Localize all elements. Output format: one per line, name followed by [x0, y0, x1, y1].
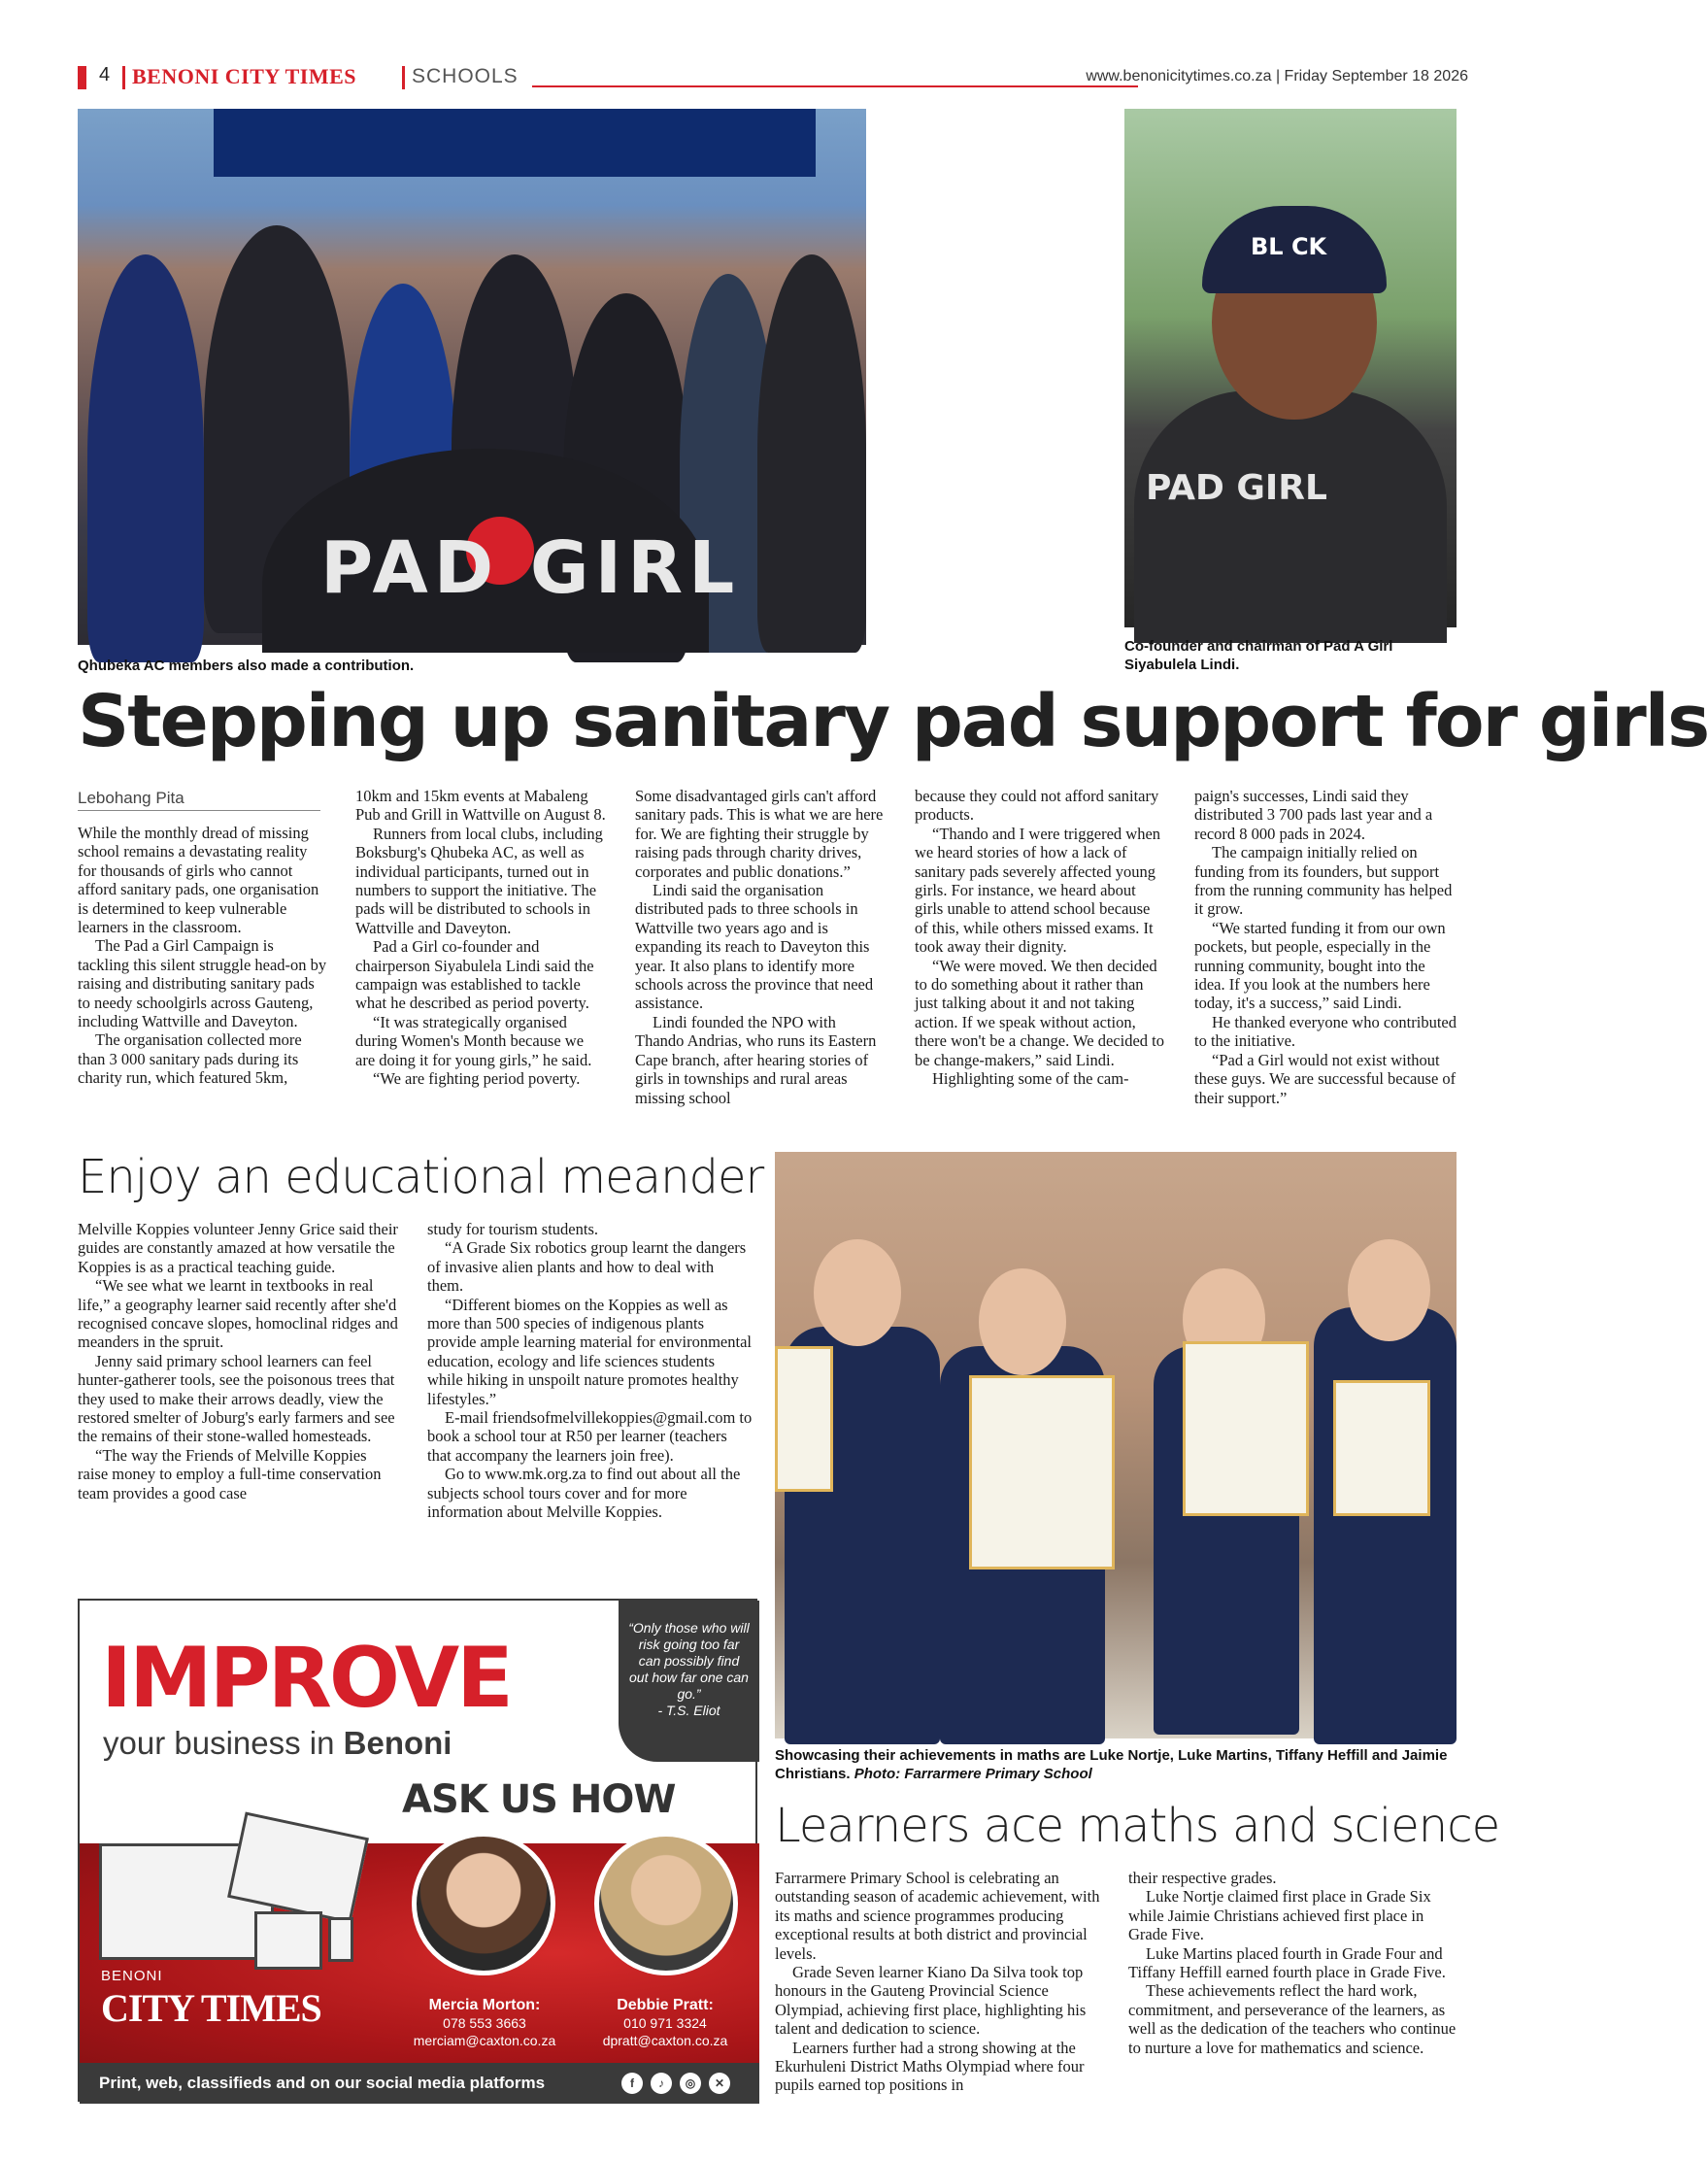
paragraph: Luke Nortje claimed first place in Grade Six while Jaimie Christians achieved first place in Grade Five. [1128, 1887, 1431, 1944]
paragraph: 10km and 15km events at Mabaleng Pub and Grill in Wattville on August 8. [355, 787, 606, 825]
header-divider [402, 66, 405, 89]
paragraph: Runners from local clubs, including Boksburg's Qhubeka AC, as well as individual participants, turned out in numbers to support the initiative. The pads will be distributed to schools in Wattville and Daveyton. [355, 824, 603, 937]
logo-benoni: BENONI [101, 1968, 163, 1984]
paragraph: Highlighting some of the cam- [932, 1069, 1129, 1089]
paragraph: E-mail friendsofmelvillekoppies@gmail.com to book a school tour at R50 per learner (teachers that accompany the learners join free). [427, 1408, 753, 1465]
contact-mercia-morton [402, 1997, 567, 2049]
header-divider [122, 66, 125, 89]
caption-side-photo: Co-founder and chairman of Pad A Girl Siyabulela Lindi. [1124, 638, 1393, 673]
photo-person [757, 254, 866, 653]
header-rule [532, 85, 1138, 87]
quote-author: - T.S. Eliot [657, 1703, 720, 1718]
paragraph: Luke Martins placed fourth in Grade Four and Tiffany Heffill earned fourth place in Grade Five. [1128, 1943, 1446, 1982]
avatar-mercia-morton [412, 1832, 555, 1975]
advert-footer: Print, web, classifieds and on our social media platforms [80, 2063, 759, 2104]
paragraph: “We see what we learnt in textbooks in real life,” a geography learner said recently after she'd recognised concave slopes, homoclinal ridges and meanders in the spruit. [78, 1276, 398, 1352]
paragraph: their respective grades. [1128, 1869, 1277, 1887]
devices-illustration [99, 1805, 390, 1950]
story1-column-2 [355, 787, 606, 1089]
paragraph: Farrarmere Primary School is celebrating an outstanding season of academic achievement, with its maths and science programmes producing exceptional results at both district and provincial levels. [775, 1869, 1100, 1963]
contact-name: Mercia Morton: [428, 1997, 541, 2013]
story1-column-3 [635, 787, 886, 1107]
photo-tent [214, 109, 816, 177]
paragraph: “Thando and I were triggered when we heard stories of how a lack of sanitary pads severely affected young girls. For instance, we heard about girls unable to attend school because of this, while others missed exams. It took away their dignity. [915, 824, 1161, 957]
header-accent-bar [78, 66, 86, 89]
paragraph: “Different biomes on the Koppies as well as more than 500 species of indigenous plants provide ample learning material for environmental education, ecology and life sciences students while hiking in unspoilt nature promotes healthy lifestyles.” [427, 1295, 752, 1408]
subtitle-bold: Benoni [343, 1725, 452, 1761]
paragraph: “We were moved. We then decided to do something about it rather than just talking about it and not taking action. If we speak without action, there won't be a change. We decided to be change-makers,” said Lindi. [915, 956, 1164, 1069]
photo-certificate [969, 1375, 1115, 1569]
paragraph: Lindi said the organisation distributed pads to three schools in Wattville two years ago and is expanding its reach to Daveyton this year. It also plans to identify more schools across the province that need assistance. [635, 881, 874, 1013]
header-url-date: www.benonicitytimes.co.za | Friday September 18 2026 [1086, 68, 1468, 84]
paragraph: Go to www.mk.org.za to find out about all the subjects school tours cover and for more information about Melville Koppies. [427, 1465, 741, 1522]
caption-text: Showcasing their achievements in maths are Luke Nortje, Luke Martins, Tiffany Heffill and Jaimie Christians. [775, 1747, 1448, 1782]
headline-sanitary-pad: Stepping up sanitary pad support for girls [78, 680, 1708, 763]
paragraph: The organisation collected more than 3 000 sanitary pads during its charity run, which featured 5km, [78, 1030, 302, 1088]
paragraph: “The way the Friends of Melville Koppies raise money to employ a full-time conservation team provides a good case [78, 1445, 382, 1502]
paragraph: Some disadvantaged girls can't afford sanitary pads. This is what we are here for. We are fighting their struggle by raising pads through charity drives, corporates and public donations.” [635, 787, 884, 881]
story1-column-1 [78, 824, 328, 1088]
paragraph: “We are fighting period poverty. [373, 1069, 581, 1089]
photo-face [814, 1239, 901, 1346]
paragraph: Grade Seven learner Kiano Da Silva took top honours in the Gauteng Provincial Science Olympiad, achieving first place, highlighting his talent and dedication to science. [775, 1963, 1087, 2039]
story3-column-1 [775, 1869, 1101, 2095]
avatar-debbie-pratt [594, 1832, 738, 1975]
paper-name: BENONI CITY TIMES [132, 64, 357, 88]
contact-phone[interactable]: 010 971 3324 [623, 2015, 707, 2031]
story3-column-2 [1128, 1869, 1457, 2057]
caption-main-photo: Qhubeka AC members also made a contribution. [78, 658, 415, 674]
photo-certificate [1183, 1341, 1309, 1516]
contact-email[interactable]: merciam@caxton.co.za [413, 2033, 556, 2048]
story1-column-4 [915, 787, 1165, 1089]
contact-phone[interactable]: 078 553 3663 [443, 2015, 526, 2031]
photo-qhubeka-members [78, 109, 866, 645]
byline: Lebohang Pita [78, 789, 320, 811]
page-number: 4 [99, 64, 111, 85]
paragraph: paign's successes, Lindi said they distributed 3 700 pads last year and a record 8 000 pads in 2024. [1194, 787, 1433, 843]
advert-improve-business[interactable] [78, 1599, 757, 2102]
story2-column-1 [78, 1220, 398, 1502]
paragraph: Lindi founded the NPO with Thando Andrias, who runs its Eastern Cape branch, after hearing stories of girls in townships and rural areas missing school [635, 1012, 877, 1107]
section-name: SCHOOLS [412, 65, 519, 87]
hoodie-text: PAD GIRL [1146, 468, 1327, 508]
paragraph: “We started funding it from our own pockets, but people, especially in the running community, bought into the idea. If you look at the numbers here today, it's a success,” said Lindi. [1194, 918, 1446, 1013]
facebook-icon[interactable]: f [621, 2073, 643, 2094]
photo-learner [1314, 1307, 1457, 1744]
paragraph: The campaign initially relied on funding from its founders, but support from the running community has helped it grow. [1194, 843, 1453, 919]
logo-city-times: CITY TIMES [101, 1986, 321, 2030]
contact-debbie-pratt [583, 1997, 748, 2049]
paragraph: study for tourism students. [427, 1220, 598, 1238]
advert-quote [619, 1601, 759, 1762]
photo-banner-text: PAD GIRL [320, 526, 741, 610]
paragraph: While the monthly dread of missing school remains a devastating reality for thousands of girls who cannot afford sanitary pads, one organisation is determined to keep vulnerable learners in the classroom. [78, 824, 319, 937]
paragraph: because they could not afford sanitary products. [915, 787, 1159, 825]
photo-person [87, 254, 204, 662]
page-header [78, 64, 1468, 93]
photo-hoodie [1134, 390, 1447, 643]
advert-title: IMPROVE [101, 1630, 511, 1727]
tiktok-icon[interactable]: ♪ [651, 2073, 672, 2094]
paragraph: Jenny said primary school learners can feel hunter-gatherer tools, see the poisonous trees that they used to make their arrows deadly, view the restored smelter of Joburg's early farmers and see the remains of their stone-walled homesteads. [78, 1351, 395, 1446]
contact-email[interactable]: dpratt@caxton.co.za [602, 2033, 728, 2048]
photo-face [1348, 1239, 1430, 1341]
photo-siyabulela-lindi [1124, 109, 1457, 627]
photo-certificate [775, 1346, 833, 1492]
story1-column-5 [1194, 787, 1457, 1107]
caption-learners-photo [775, 1746, 1457, 1783]
photo-certificate [1333, 1380, 1430, 1516]
paragraph: Pad a Girl co-founder and chairperson Siyabulela Lindi said the campaign was established to tackle what he described as period poverty. [355, 937, 594, 1013]
paragraph: Melville Koppies volunteer Jenny Grice said their guides are constantly amazed at how versatile the Koppies is as a practical teaching guide. [78, 1220, 398, 1276]
paragraph: These achievements reflect the hard work, commitment, and perseverance of the learners, as well as the dedication of the teachers who continue to nurture a love for mathematics and science. [1128, 1981, 1457, 2057]
tablet-icon [254, 1911, 322, 1970]
paragraph: Learners further had a strong showing at the Ekurhuleni District Maths Olympiad where four pupils earned top positions in [775, 2038, 1085, 2095]
subtitle-text: your business in [103, 1725, 344, 1761]
paragraph: He thanked everyone who contributed to the initiative. [1194, 1012, 1457, 1051]
quote-text: “Only those who will risk going too far can possibly find out how far one can go.” [628, 1620, 750, 1702]
photo-farrarmere-learners [775, 1152, 1457, 1738]
story2-column-2 [427, 1220, 753, 1522]
phone-icon [328, 1917, 353, 1962]
x-icon[interactable]: ✕ [709, 2073, 730, 2094]
caption-credit: Photo: Farrarmere Primary School [854, 1766, 1092, 1782]
headline-educational-meander: Enjoy an educational meander [78, 1150, 764, 1204]
paragraph: “A Grade Six robotics group learnt the dangers of invasive alien plants and how to deal with them. [427, 1238, 747, 1296]
advert-ask-us-how: ASK US HOW [402, 1777, 676, 1822]
headline-maths-science: Learners ace maths and science [775, 1799, 1500, 1853]
photo-face [979, 1268, 1066, 1375]
paragraph: The Pad a Girl Campaign is tackling this silent struggle head-on by raising and distributing sanitary pads to needy schoolgirls across Gauteng, including Wattville and Daveyton. [78, 936, 327, 1031]
paragraph: “Pad a Girl would not exist without these guys. We are successful because of their support.” [1194, 1050, 1457, 1107]
contact-name: Debbie Pratt: [617, 1997, 714, 2013]
paragraph: “It was strategically organised during Women's Month because we are doing it for young girls,” he said. [355, 1012, 592, 1069]
advert-subtitle [103, 1725, 452, 1762]
instagram-icon[interactable]: ◎ [680, 2073, 701, 2094]
cap-text: BL CK [1251, 233, 1327, 260]
